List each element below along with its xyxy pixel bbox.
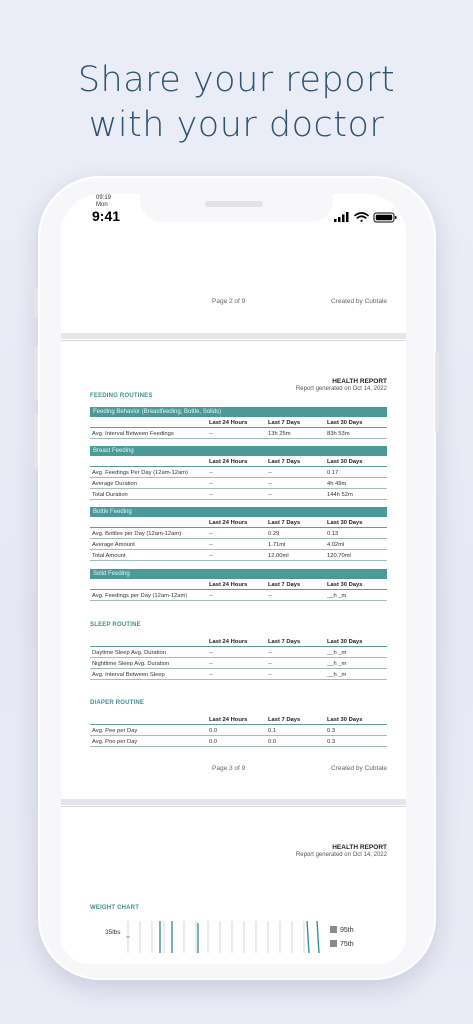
table-row [90,489,387,500]
solid-feeding-table [90,579,387,601]
page-separator-line [61,806,406,807]
col-header-7d: Last 7 Days [268,420,301,426]
row-label: Nighttime Sleep Avg. Duration [92,661,170,667]
cell-24h: -- [209,553,213,559]
table-header-row [90,636,387,647]
col-header-7d: Last 7 Days [268,520,301,526]
col-header-24h: Last 24 Hours [209,459,248,465]
row-label: Avg. Feedings per Day (12am-12am) [92,593,188,599]
report-title: HEALTH REPORT [332,378,387,385]
page-separator [61,799,406,805]
row-label: Avg. Poo per Day [92,739,138,745]
row-label: Average Amount [92,542,135,548]
cell-30d: __h _m [327,672,347,678]
page-separator [61,333,406,339]
cell-24h: 0.0 [209,739,218,745]
battery-icon [374,213,397,222]
cell-24h: 0.0 [209,728,218,734]
col-header-30d: Last 30 Days [327,420,363,426]
feeding-section-title: FEEDING ROUTINES [90,393,153,399]
cell-30d: 0.3 [327,739,336,745]
table-row [90,428,387,439]
bottle-feeding-band: Bottle Feeding [90,507,387,517]
table-header-row [90,579,387,590]
headline-line-2: with your doctor [88,105,385,145]
cell-24h: -- [209,650,213,656]
row-label: Average Duration [92,481,138,487]
phone-speaker [205,201,263,207]
cell-7d: -- [268,672,272,678]
phone-side-button [34,288,38,318]
cell-30d: 144h 52m [327,492,353,498]
cell-30d: 0.13 [327,531,339,537]
cell-7d: -- [268,481,272,487]
col-header-30d: Last 30 Days [327,520,363,526]
report-date: Report generated on Oct 14, 2022 [295,852,387,858]
phone-side-button [435,352,439,432]
page2-footer-created: Created by Cubtale [330,298,387,305]
headline-line-1: Share your report [77,60,396,100]
cell-30d: __h _m [327,593,347,599]
status-mini-time: 09:19 [96,195,112,201]
cell-30d: 120.70ml [327,553,351,559]
col-header-24h: Last 24 Hours [209,520,248,526]
cell-24h: -- [209,431,213,437]
table-row [90,647,387,658]
row-label: Daytime Sleep Avg. Duration [92,650,167,656]
table-row [90,478,387,489]
cell-24h: -- [209,481,213,487]
table-row [90,467,387,478]
legend-swatch [330,940,337,947]
cell-24h: -- [209,531,213,537]
row-label: Avg. Interval Between Sleep [92,672,165,678]
cell-30d: __h _m [327,650,347,656]
table-row [90,590,387,601]
signal-icon [334,212,349,222]
table-row [90,669,387,680]
table-row [90,736,387,747]
sleep-section-title: SLEEP ROUTINE [90,622,141,628]
col-header-7d: Last 7 Days [268,639,301,645]
col-header-30d: Last 30 Days [327,582,363,588]
headline [0,58,473,148]
cell-24h: -- [209,470,213,476]
page3-footer-created: Created by Cubtale [330,765,387,772]
cell-24h: -- [209,672,213,678]
legend-label: 95th [340,927,354,934]
cell-30d: 0.17 [327,470,339,476]
cell-24h: -- [209,492,213,498]
col-header-24h: Last 24 Hours [209,420,248,426]
table-header-row [90,456,387,467]
cell-24h: -- [209,542,213,548]
bottle-feeding-table [90,517,387,561]
page-separator-line [61,340,406,341]
table-row [90,550,387,561]
table-header-row [90,517,387,528]
col-header-24h: Last 24 Hours [209,639,248,645]
cell-7d: 0.0 [268,739,277,745]
cell-7d: 12.00ml [268,553,289,559]
cell-30d: 0.3 [327,728,336,734]
table-row [90,528,387,539]
solid-feeding-band: Solid Feeding [90,569,387,579]
table-header-row [90,417,387,428]
wifi-icon [355,213,368,222]
report-title: HEALTH REPORT [332,844,387,851]
phone-notch [140,194,333,222]
table-row [90,658,387,669]
status-mini-clock [96,195,111,209]
page2-footer-page: Page 2 of 9 [212,298,246,305]
phone-side-button [34,413,38,469]
cell-7d: -- [268,650,272,656]
row-label: Total Duration [92,492,128,498]
diaper-section-title: DIAPER ROUTINE [90,700,145,706]
col-header-30d: Last 30 Days [327,459,363,465]
table-header-row [90,714,387,725]
legend-label: 75th [340,941,354,948]
col-header-7d: Last 7 Days [268,717,301,723]
col-header-24h: Last 24 Hours [209,717,248,723]
row-label: Avg. Bottles per Day (12am-12am) [92,531,182,537]
phone-side-button [34,345,38,401]
breast-feeding-band: Breast Feeding [90,446,387,456]
weight-chart-plot [126,921,326,953]
cell-24h: -- [209,593,213,599]
diaper-table [90,714,387,747]
feeding-behavior-band: Feeding Behavior (Breastfeeding, Bottle, Solids) [90,407,387,417]
row-label: Avg. Feedings Per Day (12am-12am) [92,470,188,476]
row-label: Avg. Pee per Day [92,728,138,734]
col-header-30d: Last 30 Days [327,717,363,723]
legend-item-95th [330,926,354,934]
col-header-7d: Last 7 Days [268,582,301,588]
status-time: 9:41 [92,208,121,224]
cell-30d: __h _m [327,661,347,667]
table-row [90,539,387,550]
cell-7d: -- [268,470,272,476]
cell-7d: -- [268,492,272,498]
cell-30d: 83h 53m [327,431,350,437]
row-label: Total Amount [92,553,126,559]
feeding-behavior-table [90,417,387,439]
row-label: Avg. Interval Between Feedings [92,431,174,437]
legend-item-75th [330,940,354,948]
col-header-30d: Last 30 Days [327,639,363,645]
weight-chart-ylabel: 35lbs [105,929,121,936]
cell-7d: 1.71ml [268,542,286,548]
cell-30d: 4h 49m [327,481,347,487]
cell-30d: 4.02ml [327,542,345,548]
page3-footer-page: Page 3 of 9 [212,765,246,772]
weight-chart-title: WEIGHT CHART [90,905,140,911]
legend-swatch [330,926,337,933]
breast-feeding-table [90,456,387,500]
report-date: Report generated on Oct 14, 2022 [295,386,387,392]
table-row [90,725,387,736]
col-header-24h: Last 24 Hours [209,582,248,588]
col-header-7d: Last 7 Days [268,459,301,465]
cell-7d: 0.1 [268,728,277,734]
cell-24h: -- [209,661,213,667]
cell-7d: -- [268,661,272,667]
cell-7d: 0.29 [268,531,280,537]
cell-7d: 13h 25m [268,431,291,437]
status-icons [334,210,398,228]
sleep-table [90,636,387,680]
status-mini-day: Mon [96,202,108,208]
cell-7d: -- [268,593,272,599]
